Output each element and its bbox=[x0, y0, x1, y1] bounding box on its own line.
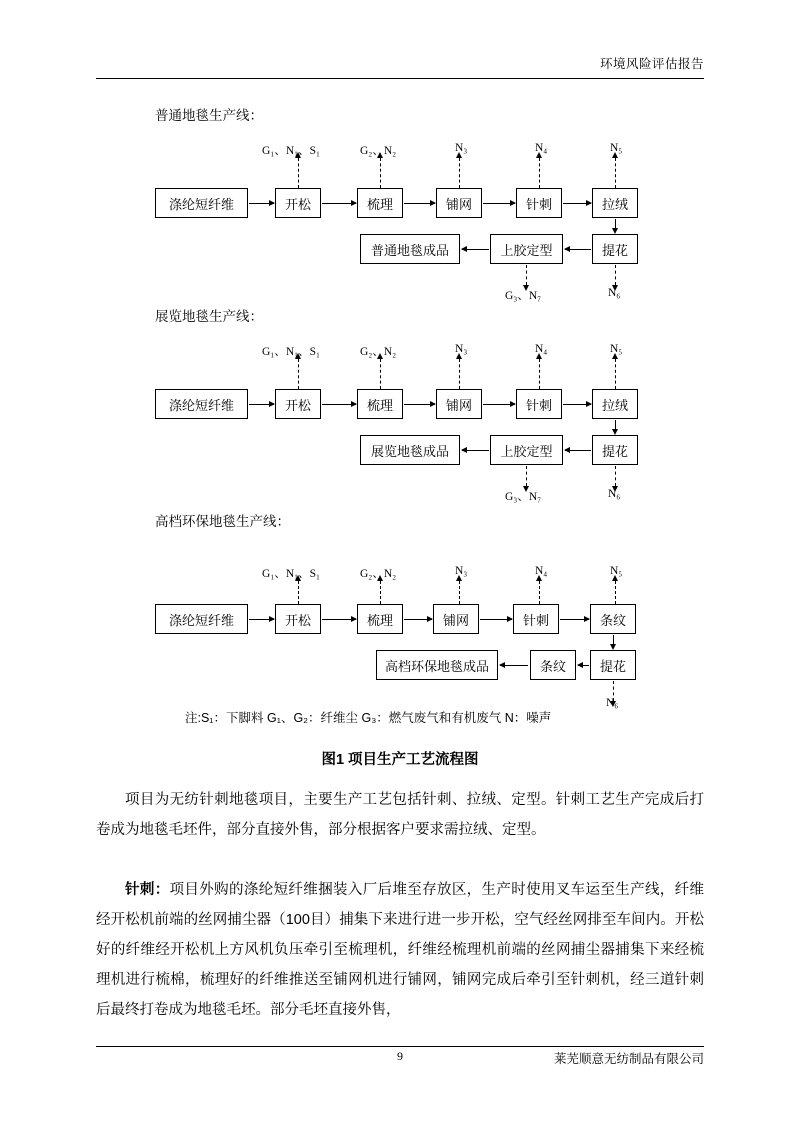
flow-arrow-stripe-jacquard-line3 bbox=[613, 635, 614, 644]
emission-label-n6-line2: N₆ bbox=[608, 488, 621, 500]
emission-arrow-open-line2 bbox=[298, 359, 299, 389]
diagram-note: 注:S₁：下脚料 G₁、G₂：纤维尘 G₃：燃气废气和有机废气 N：噪声 bbox=[185, 711, 552, 725]
flow-arrow-web-needle-line2 bbox=[483, 404, 515, 405]
emission-arrow-card-line2 bbox=[380, 359, 381, 389]
emission-arrow-glue-line2 bbox=[526, 466, 527, 486]
emission-arrow-card-line3 bbox=[380, 581, 381, 604]
flow-box-product-line2: 展览地毯成品 bbox=[360, 435, 460, 465]
flow-box-web-line2: 铺网 bbox=[436, 389, 482, 419]
emission-arrow-needle-line3 bbox=[539, 581, 540, 604]
footer-divider bbox=[96, 1046, 704, 1047]
flow-arrow-card-web-line3 bbox=[404, 619, 432, 620]
flow-box-card-line1: 梳理 bbox=[357, 188, 403, 218]
emission-arrow-pull-line1 bbox=[615, 158, 616, 188]
flow-box-open-line2: 开松 bbox=[275, 389, 321, 419]
flow-arrow-card-web-line2 bbox=[404, 404, 435, 405]
flow-arrow-needle-pull-line1 bbox=[563, 203, 591, 204]
emission-label-n5-line3: N₅ bbox=[610, 565, 623, 577]
emission-label-n6-line1: N₆ bbox=[608, 287, 621, 299]
figure-caption: 图1 项目生产工艺流程图 bbox=[321, 752, 479, 768]
emission-arrow-needle-line1 bbox=[539, 158, 540, 188]
flow-box-stripe-line3: 条纹 bbox=[590, 604, 636, 634]
flow-arrow-stripe2-product-line3 bbox=[500, 665, 528, 666]
emission-arrow-jacquard-line2 bbox=[615, 466, 616, 486]
flow-arrow-open-card-line2 bbox=[322, 404, 356, 405]
flow-box-product-line1: 普通地毯成品 bbox=[360, 234, 460, 264]
flow-box-glue-line1: 上胶定型 bbox=[490, 234, 563, 264]
flow-box-jacquard-line3: 提花 bbox=[590, 650, 636, 680]
flow-arrow-jacquard-glue-line1 bbox=[565, 249, 591, 250]
emission-label-g2n2-line2: G₂、N₂ bbox=[360, 346, 397, 358]
section-label-line2: 展览地毯生产线： bbox=[155, 309, 263, 324]
emission-label-g2n2-line1: G₂、N₂ bbox=[360, 145, 397, 157]
emission-arrow-needle-line2 bbox=[539, 359, 540, 389]
emission-arrow-open-line1 bbox=[298, 158, 299, 188]
flow-box-card-line2: 梳理 bbox=[357, 389, 403, 419]
flow-arrow-glue-product-line2 bbox=[462, 450, 489, 451]
flow-box-jacquard-line2: 提花 bbox=[592, 435, 638, 465]
emission-arrow-glue-line1 bbox=[526, 265, 527, 285]
footer-company-name: 莱芜顺意无纺制品有限公司 bbox=[553, 1052, 704, 1066]
flow-arrow-raw-open-line2 bbox=[249, 404, 274, 405]
body-paragraph-2-text: 项目外购的涤纶短纤维捆装入厂后堆至存放区，生产时使用叉车运至生产线，纤维经开松机前端的丝网捕尘器（100目）捕集下来进行进一步开松，空气经丝网排至车间内。开松好的纤维经开松机上方风机负压牵引至梳理机，纤维经梳理机前端的丝网捕尘器捕集下来经梳理机进行梳棉，梳理好的纤维推送至铺网机进行铺网，铺网完成后牵引至针刺机，经三道针刺后最终打卷成为地毯毛坯。部分毛坯直接外售， bbox=[96, 882, 705, 1018]
emission-arrow-web-line1 bbox=[459, 158, 460, 188]
emission-label-g2n2-line3: G₂、N₂ bbox=[360, 568, 397, 580]
flow-arrow-raw-open-line3 bbox=[249, 619, 274, 620]
emission-label-g1n1s1-line3: G₁、N₁、S₁ bbox=[262, 568, 321, 580]
emission-arrow-stripe-line3 bbox=[615, 581, 616, 604]
flow-box-pull-line2: 拉绒 bbox=[592, 389, 638, 419]
flow-arrow-needle-pull-line2 bbox=[563, 404, 591, 405]
flow-arrow-raw-open-line1 bbox=[249, 203, 274, 204]
emission-label-g1n1s1-line2: G₁、N₁、S₁ bbox=[262, 346, 321, 358]
flow-box-needle-line2: 针刺 bbox=[516, 389, 562, 419]
emission-label-n3-line1: N₃ bbox=[455, 142, 468, 154]
flow-box-open-line1: 开松 bbox=[275, 188, 321, 218]
footer-page-number: 9 bbox=[397, 1049, 403, 1063]
emission-arrow-web-line2 bbox=[459, 359, 460, 389]
flow-box-needle-line3: 针刺 bbox=[513, 604, 559, 634]
flow-box-raw-line2: 涤纶短纤维 bbox=[155, 389, 248, 419]
flow-box-open-line3: 开松 bbox=[275, 604, 321, 634]
emission-label-g3n7-line2: G₃、N₇ bbox=[505, 491, 542, 503]
emission-label-n5-line1: N₅ bbox=[610, 142, 623, 154]
flow-box-glue-line2: 上胶定型 bbox=[490, 435, 563, 465]
emission-label-n3-line3: N₃ bbox=[455, 565, 468, 577]
emission-label-n6-line3: N₆ bbox=[606, 697, 619, 709]
flow-arrow-pull-jacquard-line2 bbox=[615, 420, 616, 429]
emission-label-n4-line1: N₄ bbox=[535, 142, 548, 154]
emission-arrow-jacquard-line1 bbox=[615, 265, 616, 285]
flow-box-raw-line3: 涤纶短纤维 bbox=[155, 604, 248, 634]
flow-box-stripe2-line3: 条纹 bbox=[530, 650, 576, 680]
emission-label-n5-line2: N₅ bbox=[610, 343, 623, 355]
emission-arrow-web-line3 bbox=[459, 581, 460, 604]
flow-arrow-glue-product-line1 bbox=[462, 249, 489, 250]
flow-box-pull-line1: 拉绒 bbox=[592, 188, 638, 218]
flow-arrow-jacquard-glue-line2 bbox=[565, 450, 591, 451]
flow-arrow-jacquard-stripe2-line3 bbox=[578, 665, 589, 666]
emission-label-g1n1s1-line1: G₁、N₁、S₁ bbox=[262, 145, 321, 157]
flow-arrow-pull-jacquard-line1 bbox=[615, 219, 616, 228]
flow-arrow-open-card-line1 bbox=[322, 203, 356, 204]
flow-arrow-open-card-line3 bbox=[322, 619, 356, 620]
emission-arrow-open-line3 bbox=[298, 581, 299, 604]
flow-arrow-web-needle-line3 bbox=[480, 619, 512, 620]
emission-label-n4-line2: N₄ bbox=[535, 343, 548, 355]
emission-arrow-card-line1 bbox=[380, 158, 381, 188]
body-paragraph-2 bbox=[96, 875, 704, 1025]
flow-box-product-line3: 高档环保地毯成品 bbox=[376, 650, 498, 680]
flow-arrow-card-web-line1 bbox=[404, 203, 435, 204]
section-label-line1: 普通地毯生产线： bbox=[155, 108, 263, 123]
flow-box-needle-line1: 针刺 bbox=[516, 188, 562, 218]
body-paragraph-1: 项目为无纺针刺地毯项目，主要生产工艺包括针刺、拉绒、定型。针刺工艺生产完成后打卷成为地毯毛坯件，部分直接外售，部分根据客户要求需拉绒、定型。 bbox=[96, 792, 704, 838]
emission-label-n4-line3: N₄ bbox=[535, 565, 548, 577]
flow-box-web-line1: 铺网 bbox=[436, 188, 482, 218]
header-divider bbox=[96, 78, 704, 79]
flow-arrow-web-needle-line1 bbox=[483, 203, 515, 204]
flow-box-card-line3: 梳理 bbox=[357, 604, 403, 634]
page-header: 环境风险评估报告 bbox=[599, 57, 704, 71]
body-paragraph-2-label: 针刺： bbox=[125, 882, 170, 898]
emission-arrow-pull-line2 bbox=[615, 359, 616, 389]
emission-label-n3-line2: N₃ bbox=[455, 343, 468, 355]
flow-arrow-needle-stripe-line3 bbox=[560, 619, 589, 620]
emission-label-g3n7-line1: G₃、N₇ bbox=[505, 290, 542, 302]
section-label-line3: 高档环保地毯生产线： bbox=[155, 514, 290, 529]
flow-box-raw-line1: 涤纶短纤维 bbox=[155, 188, 248, 218]
flow-box-jacquard-line1: 提花 bbox=[592, 234, 638, 264]
flow-box-web-line3: 铺网 bbox=[433, 604, 479, 634]
